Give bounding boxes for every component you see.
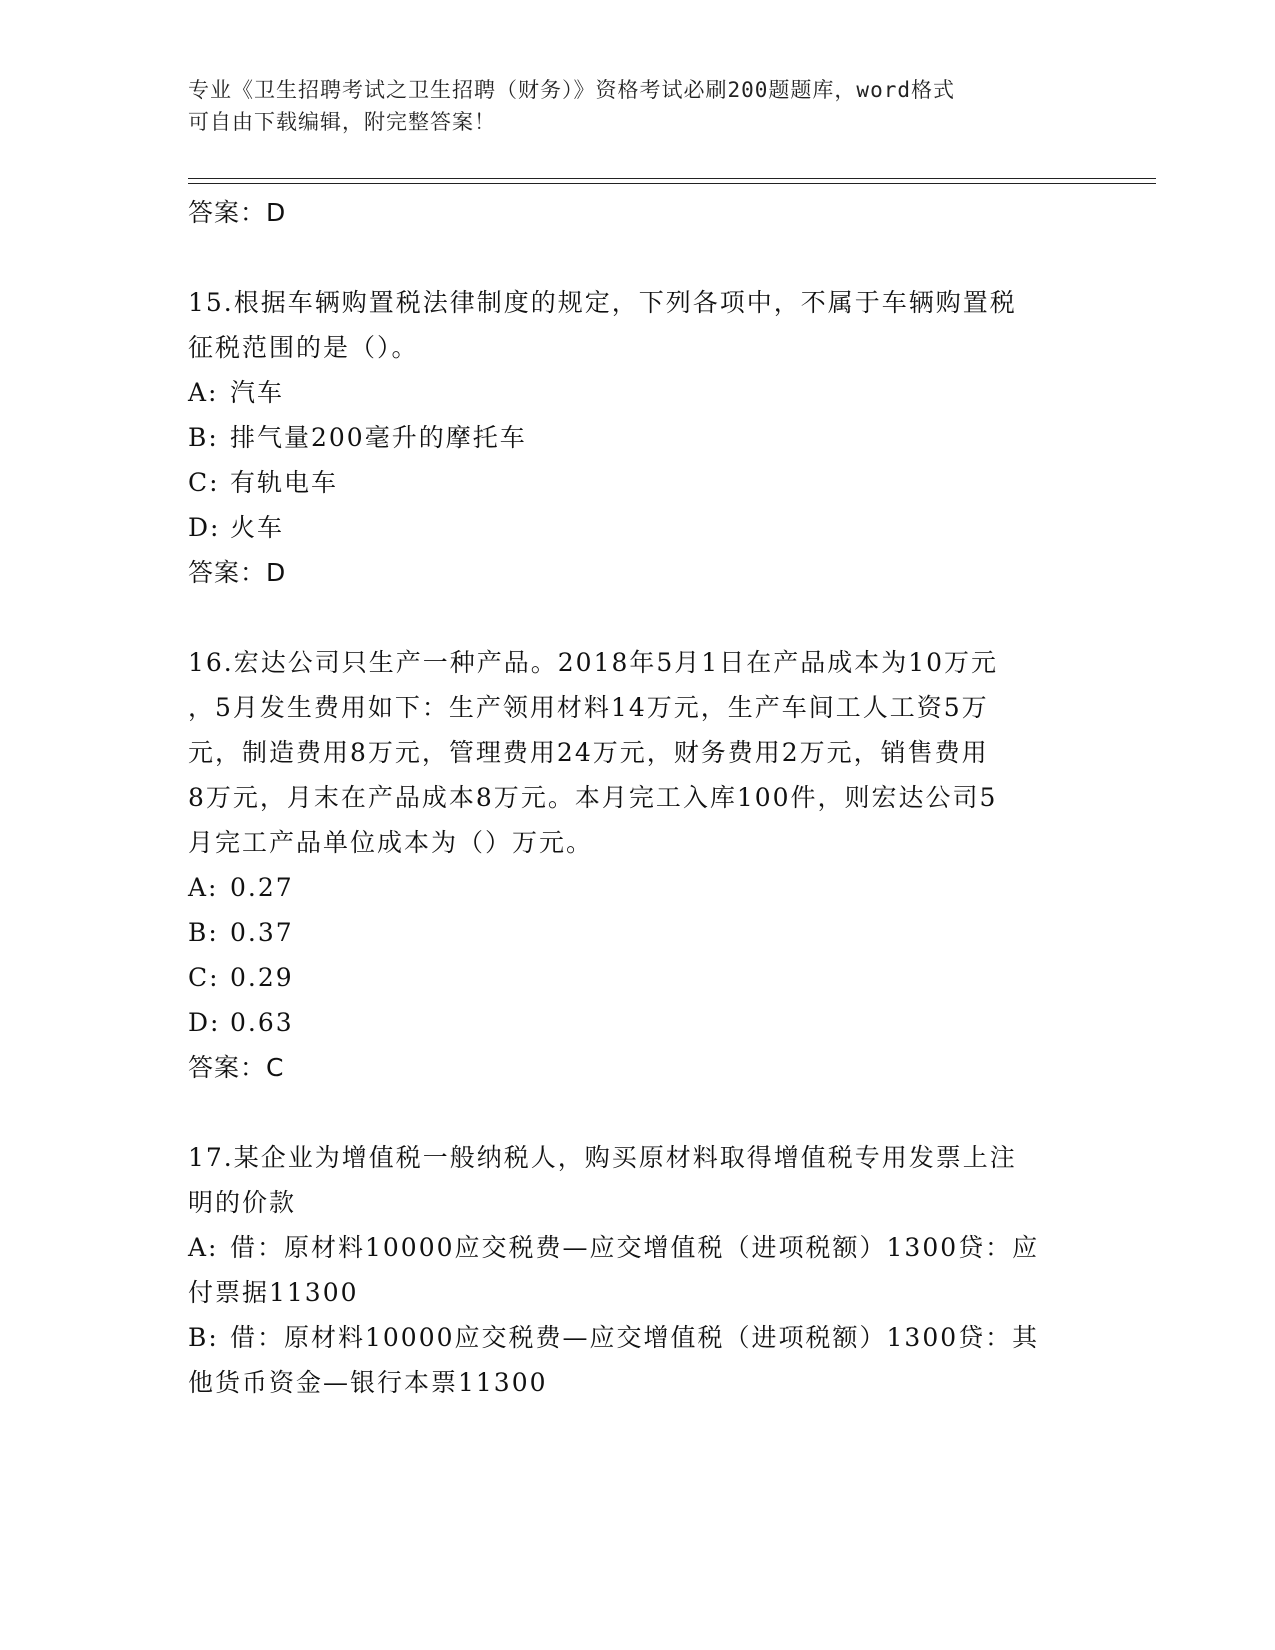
question-17-option-a-line-1: [188, 1225, 1088, 1270]
question-16-option-d: [188, 1000, 1088, 1045]
document-header: [188, 74, 1088, 138]
question-17-option-b-line-1: [188, 1315, 1088, 1360]
question-16-stem-line-4: 8万元，月末在产品成本8万元。本月完工入库100件，则宏达公司5: [188, 783, 998, 812]
option-text: 汽车: [230, 378, 285, 407]
option-text: 0.37: [230, 918, 294, 947]
question-16: [188, 640, 1088, 1091]
option-letter: B:: [188, 423, 219, 452]
question-16-stem-line-1: 16.宏达公司只生产一种产品。2018年5月1日在产品成本为10万元: [188, 648, 999, 677]
option-letter: A:: [188, 873, 219, 902]
question-16-option-c: [188, 955, 1088, 1000]
option-text: 火车: [230, 513, 285, 542]
option-text: 0.29: [230, 963, 294, 992]
question-15: [188, 280, 1088, 596]
question-16-stem-line-3: 元，制造费用8万元，管理费用24万元，财务费用2万元，销售费用: [188, 738, 989, 767]
question-17-stem-line-2: 明的价款: [188, 1188, 297, 1217]
question-15-option-d: [188, 505, 1088, 550]
header-divider-bottom: [188, 183, 1156, 184]
option-text: 有轨电车: [230, 468, 339, 497]
header-line-2: 可自由下载编辑，附完整答案！: [188, 110, 496, 134]
question-15-option-b: [188, 415, 1088, 460]
question-15-answer: 答案：D: [188, 558, 287, 587]
document-body: [188, 190, 1088, 1405]
option-text: 借：原材料10000应交税费—应交增值税（进项税额）1300贷：应: [230, 1233, 1040, 1262]
question-15-stem-line-1: 15.根据车辆购置税法律制度的规定，下列各项中，不属于车辆购置税: [188, 288, 1017, 317]
header-divider-top: [188, 178, 1156, 179]
option-letter: C:: [188, 468, 220, 497]
option-letter: C:: [188, 963, 220, 992]
question-15-option-a: [188, 370, 1088, 415]
previous-question-answer: 答案：D: [188, 198, 287, 227]
question-15-stem-line-2: 征税范围的是（）。: [188, 333, 419, 362]
option-text: 0.27: [230, 873, 294, 902]
question-17: [188, 1135, 1088, 1405]
option-letter: B:: [188, 1323, 219, 1352]
question-17-option-a-line-2: 付票据11300: [188, 1278, 359, 1307]
option-letter: B:: [188, 918, 219, 947]
option-letter: A:: [188, 378, 219, 407]
question-16-option-a: [188, 865, 1088, 910]
option-text: 借：原材料10000应交税费—应交增值税（进项税额）1300贷：其: [230, 1323, 1040, 1352]
question-15-option-c: [188, 460, 1088, 505]
option-letter: D:: [188, 513, 221, 542]
option-text: 0.63: [230, 1008, 294, 1037]
option-letter: A:: [188, 1233, 219, 1262]
option-text: 排气量200毫升的摩托车: [230, 423, 527, 452]
option-letter: D:: [188, 1008, 221, 1037]
question-16-stem-line-2: ，5月发生费用如下：生产领用材料14万元，生产车间工人工资5万: [188, 693, 989, 722]
question-16-stem-line-5: 月完工产品单位成本为（）万元。: [188, 828, 594, 857]
question-16-option-b: [188, 910, 1088, 955]
question-16-answer: 答案：C: [188, 1053, 285, 1082]
question-17-stem-line-1: 17.某企业为增值税一般纳税人，购买原材料取得增值税专用发票上注: [188, 1143, 1017, 1172]
header-line-1: 专业《卫生招聘考试之卫生招聘（财务）》资格考试必刷200题题库，word格式: [188, 78, 955, 102]
question-17-option-b-line-2: 他货币资金—银行本票11300: [188, 1368, 548, 1397]
